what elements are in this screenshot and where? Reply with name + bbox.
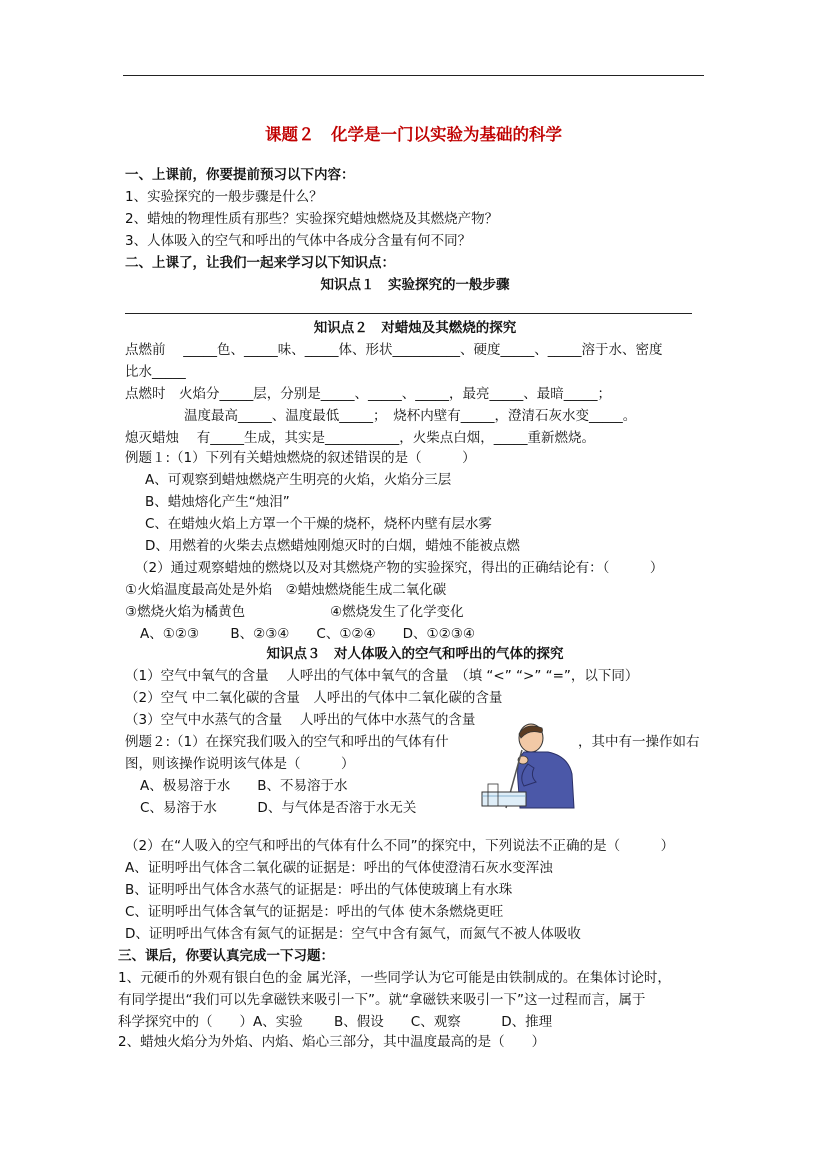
example-2-question-2: （2）在“人吸入的空气和呼出的气体有什么不同”的探究中，下列说法不正确的是（ ） [125, 838, 675, 854]
kp1-answer-line [125, 313, 692, 314]
example-1-choices: A、①②③ B、②③④ C、①②④ D、①②③④ [140, 626, 475, 642]
example-2-options-row-1: A、极易溶于水 B、不易溶于水 [140, 778, 348, 794]
kp1-title: 知识点１ 实验探究的一般步骤 [320, 277, 510, 293]
kp3-line-1: （1）空气中氧气的含量 人呼出的气体中氧气的含量 （填 “<” “>” “=”，以下同） [125, 668, 639, 684]
section-3-heading: 三、课后，你要认真完成一下习题： [118, 948, 334, 964]
kp3-line-2: （2）空气 中二氧化碳的含量 人呼出的气体中二氧化碳的含量 [125, 690, 503, 706]
kp2-line-temperature: 温度最高_____、温度最低_____； 烧杯内壁有_____，澄清石灰水变_____。 [184, 408, 637, 424]
kp3-title: 知识点３ 对人体吸入的空气和呼出的气体的探究 [266, 646, 564, 662]
kp2-title: 知识点２ 对蜡烛及其燃烧的探究 [313, 320, 517, 336]
exercise-1-line-3: 科学探究中的（ ）A、实验 B、假设 C、观察 D、推理 [118, 1014, 553, 1030]
example-1-option-a: A、可观察到蜡烛燃烧产生明亮的火焰，火焰分三层 [145, 472, 452, 488]
example-1-option-b: B、蜡烛熔化产生“烛泪” [145, 494, 290, 510]
example-2-question-left: 例题２:（1）在探究我们吸入的空气和呼出的气体有什 [125, 734, 449, 750]
person-blowing-into-water-illustration [476, 720, 576, 812]
preview-item-1: 1、实验探究的一般步骤是什么？ [125, 189, 323, 205]
example-1-option-c: C、在蜡烛火焰上方罩一个干燥的烧杯，烧杯内壁有层水雾 [145, 516, 492, 532]
example-2-question-line-2: 图，则该操作说明该气体是（ ） [125, 756, 355, 772]
section-2-heading: 二、上课了，让我们一起来学习以下知识点： [125, 255, 395, 271]
preview-item-3: 3、人体吸入的空气和呼出的气体中各成分含量有何不同？ [125, 233, 472, 249]
example-2-option-a: A、证明呼出气体含二氧化碳的证据是：呼出的气体使澄清石灰水变浑浊 [125, 860, 553, 876]
preview-item-2: 2、蜡烛的物理性质有那些？实验探究蜡烛燃烧及其燃烧产物？ [125, 211, 499, 227]
top-rule [123, 75, 704, 76]
example-1-question-2: （2）通过观察蜡烛的燃烧以及对其燃烧产物的实验探究，得出的正确结论有：（ ） [135, 560, 664, 576]
exercise-2-line-1: 2、蜡烛火焰分为外焰、内焰、焰心三部分，其中温度最高的是（ ） [118, 1034, 546, 1050]
example-2-option-c: C、证明呼出气体含氧气的证据是：呼出的气体 使木条燃烧更旺 [125, 904, 504, 920]
exercise-1-line-1: 1、元硬币的外观有银白色的金 属光泽，一些同学认为它可能是由铁制成的。在集体讨论时， [118, 970, 671, 986]
section-1-heading: 一、上课前，你要提前预习以下内容： [125, 167, 355, 183]
exercise-1-line-2: 有同学提出“我们可以先拿磁铁来吸引一下”。就“拿磁铁来吸引一下”这一过程而言，属于 [118, 992, 646, 1008]
example-2-option-b: B、证明呼出气体含水蒸气的证据是：呼出的气体使玻璃上有水珠 [125, 882, 513, 898]
example-2-option-d: D、证明呼出气体含有氮气的证据是：空气中含有氮气，而氮气不被人体吸收 [125, 926, 581, 942]
page-title: 课题２ 化学是一门以实验为基础的科学 [265, 125, 562, 144]
example-2-question-right: ，其中有一操作如右 [578, 734, 700, 750]
kp2-line-before-cont: 比水_____ [125, 364, 186, 380]
kp2-line-before: 点燃前 _____色、_____味、_____体、形状__________、硬度_____、_____溶于水、密度 [125, 342, 663, 358]
kp2-line-extinguish: 熄灭蜡烛 有_____生成，其实是___________，火柴点白烟，_____重新燃烧。 [125, 430, 596, 446]
example-1-statement-3: ③燃烧火焰为橘黄色 [125, 604, 246, 620]
example-1-option-d: D、用燃着的火柴去点燃蜡烛刚熄灭时的白烟，蜡烛不能被点燃 [145, 538, 520, 554]
example-1-statements-1: ①火焰温度最高处是外焰 ②蜡烛燃烧能生成二氧化碳 [125, 582, 447, 598]
kp3-line-3: （3）空气中水蒸气的含量 人呼出的气体中水蒸气的含量 [125, 712, 476, 728]
example-1-question: 例题１:（1）下列有关蜡烛燃烧的叙述错误的是（ ） [125, 450, 476, 466]
kp2-line-burning: 点燃时 火焰分_____层，分别是_____、_____、_____，最亮_____、最暗_____； [125, 386, 611, 402]
example-2-options-row-2: C、易溶于水 D、与气体是否溶于水无关 [140, 800, 417, 816]
example-1-statement-4: ④燃烧发生了化学变化 [330, 604, 464, 620]
